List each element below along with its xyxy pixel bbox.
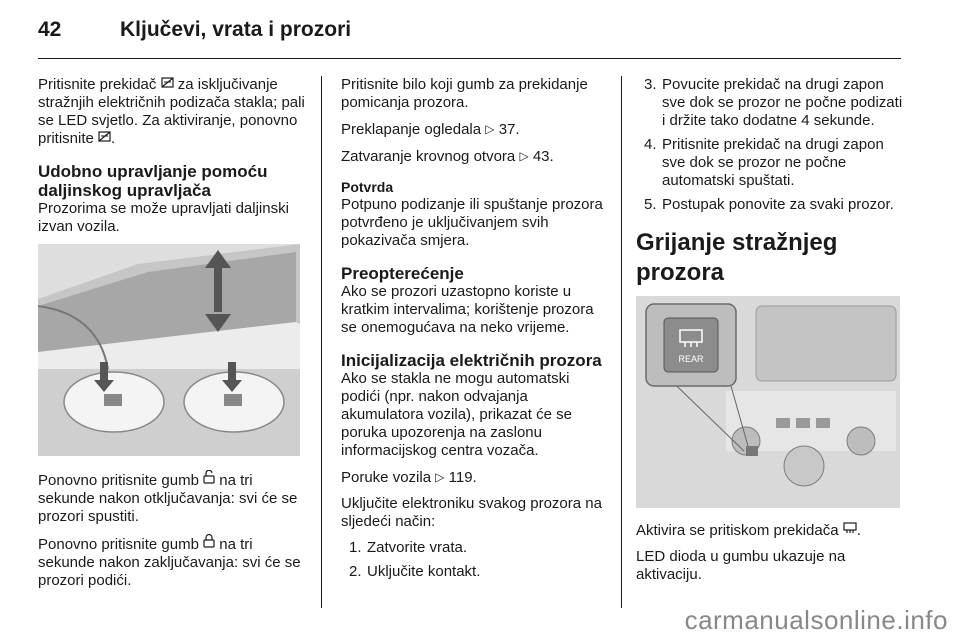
- intro-paragraph: Pritisnite prekidač za isključivanje stražnjih električnih podizača stakla; pali se LED svjetlo. Za aktiviranje, ponovno pritisnite .: [38, 76, 305, 147]
- messages-reference: Poruke vozila ▷ 119.: [341, 469, 477, 486]
- window-lock-icon: [98, 131, 111, 142]
- preopterecenje-text: Ako se prozori uzastopno koriste u kratkim intervalima; korištenje prozora se onemogućava na neko vrijeme.: [341, 283, 594, 336]
- reference-arrow-icon: ▷: [519, 149, 529, 163]
- subheading-inicijalizacija: Inicijalizacija električnih prozora: [341, 351, 602, 370]
- section-heading-defrost: Grijanje stražnjeg prozora: [636, 229, 838, 286]
- unlock-key-icon: [203, 470, 215, 484]
- header-rule: [38, 58, 901, 59]
- reference-arrow-icon: ▷: [435, 470, 445, 484]
- list-item: 4. Pritisnite prekidač na drugi zapon sve dok se prozor ne počne automatski spuštati.: [644, 136, 884, 189]
- column-divider-1: [321, 76, 322, 608]
- column-2: [341, 76, 611, 587]
- defrost-led-text: LED dioda u gumbu ukazuje na aktivaciju.: [636, 548, 846, 583]
- figure-rear-label: REAR: [678, 354, 704, 364]
- remote-intro-text: Prozorima se može upravljati daljinski izvan vozila.: [38, 200, 289, 235]
- unlock-paragraph: Ponovno pritisnite gumb na tri sekunde nakon otključavanja: svi će se prozori spustiti.: [38, 472, 298, 525]
- subheading-potvrda: Potvrda: [341, 179, 394, 195]
- list-item: 2. Uključite kontakt.: [349, 563, 481, 580]
- rear-defrost-icon: [843, 522, 857, 534]
- rear-defrost-figure: [636, 296, 900, 508]
- column-3: [636, 76, 908, 592]
- subheading-preopterecenje: Preopterećenje: [341, 264, 464, 283]
- section-heading-remote: Udobno upravljanje pomoću daljinskog upravljača: [38, 162, 268, 200]
- sunroof-reference: Zatvaranje krovnog otvora ▷ 43.: [341, 148, 554, 165]
- enable-intro: Uključite elektroniku svakog prozora na sljedeći način:: [341, 495, 602, 530]
- window-lock-icon: [161, 77, 174, 88]
- lock-key-icon: [203, 534, 215, 548]
- page-title: Ključevi, vrata i prozori: [120, 18, 352, 41]
- page-number: 42: [38, 18, 62, 41]
- stop-paragraph: Pritisnite bilo koji gumb za prekidanje pomicanja prozora.: [341, 76, 588, 111]
- steps-list-1: [341, 539, 611, 581]
- defrost-activate: Aktivira se pritiskom prekidača .: [636, 522, 861, 539]
- list-item: 3. Povucite prekidač na drugi zapon sve dok se prozor ne počne podizati i držite tako dodatne 4 sekunde.: [644, 76, 903, 129]
- list-item: 1. Zatvorite vrata.: [349, 539, 468, 556]
- inicijalizacija-text: Ako se stakla ne mogu automatski podići (npr. nakon odvajanja akumulatora vozila), prikazat će se poruka upozorenja na zaslonu informacijskog centra vozača.: [341, 370, 572, 459]
- watermark: carmanualsonline.info: [684, 605, 948, 635]
- list-item: 5. Postupak ponovite za svaki prozor.: [644, 196, 894, 213]
- steps-list-2: [636, 76, 908, 214]
- potvrda-text: Potpuno podizanje ili spuštanje prozora potvrđeno je uključivanjem svih pokazivača smjera.: [341, 196, 603, 249]
- lock-paragraph: Ponovno pritisnite gumb na tri sekunde nakon zaključavanja: svi će se prozori podići.: [38, 536, 301, 589]
- remote-window-figure: [38, 244, 300, 456]
- column-1: [38, 76, 308, 598]
- column-divider-2: [621, 76, 622, 608]
- reference-arrow-icon: ▷: [485, 122, 495, 136]
- mirror-reference: Preklapanje ogledala ▷ 37.: [341, 121, 520, 138]
- page-header: [38, 18, 908, 50]
